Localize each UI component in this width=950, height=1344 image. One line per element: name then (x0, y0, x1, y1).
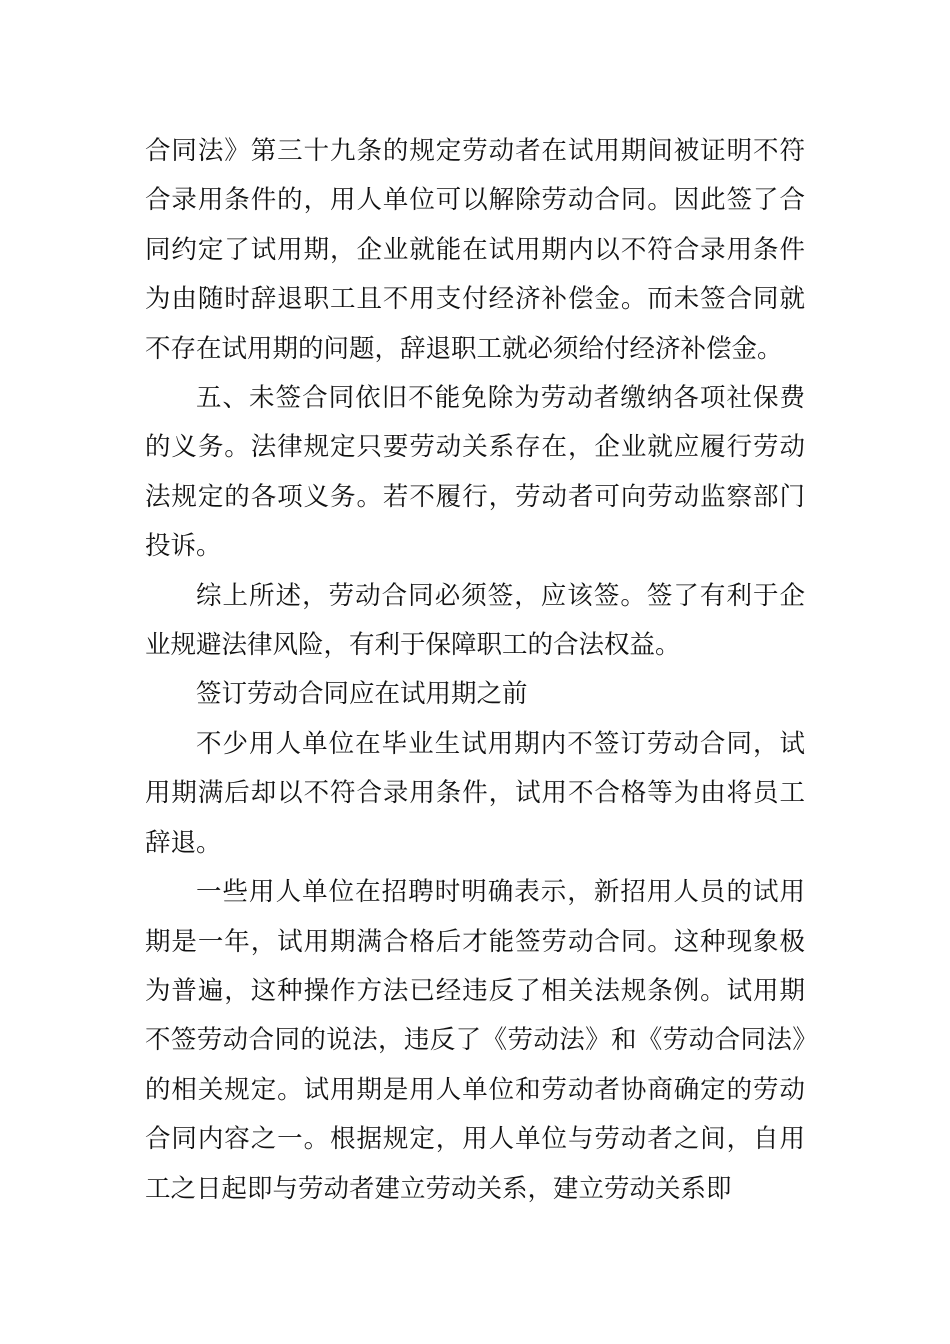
document-page (145, 127, 805, 1214)
section-heading: 签订劳动合同应在试用期之前 (196, 679, 528, 710)
paragraph-probation-law: 一些用人单位在招聘时明确表示，新招用人员的试用期是一年，试用期满合格后才能签劳动合同。这种现象极为普遍，这种操作方法已经违反了相关法规条例。试用期不签劳动合同的说法，违反了《劳动法》和《劳动合同法》的相关规定。试用期是用人单位和劳动者协商确定的劳动合同内容之一。根据规定，用人单位与劳动者之间，自用工之日起即与劳动者建立劳动关系，建立劳动关系即 (145, 877, 805, 1204)
paragraph-continuation: 合同法》第三十九条的规定劳动者在试用期间被证明不符合录用条件的，用人单位可以解除劳动合同。因此签了合同约定了试用期，企业就能在试用期内以不符合录用条件为由随时辞退职工且不用支付经济补偿金。而未签合同就不存在试用期的问题，辞退职工就必须给付经济补偿金。 (145, 136, 805, 364)
paragraph-summary: 综上所述，劳动合同必须签，应该签。签了有利于企业规避法律风险，有利于保障职工的合法权益。 (145, 580, 805, 661)
paragraph-point-five: 五、未签合同依旧不能免除为劳动者缴纳各项社保费的义务。法律规定只要劳动关系存在，企业就应履行劳动法规定的各项义务。若不履行，劳动者可向劳动监察部门投诉。 (145, 383, 805, 562)
paragraph-probation-issue: 不少用人单位在毕业生试用期内不签订劳动合同，试用期满后却以不符合录用条件，试用不合格等为由将员工辞退。 (145, 728, 805, 858)
